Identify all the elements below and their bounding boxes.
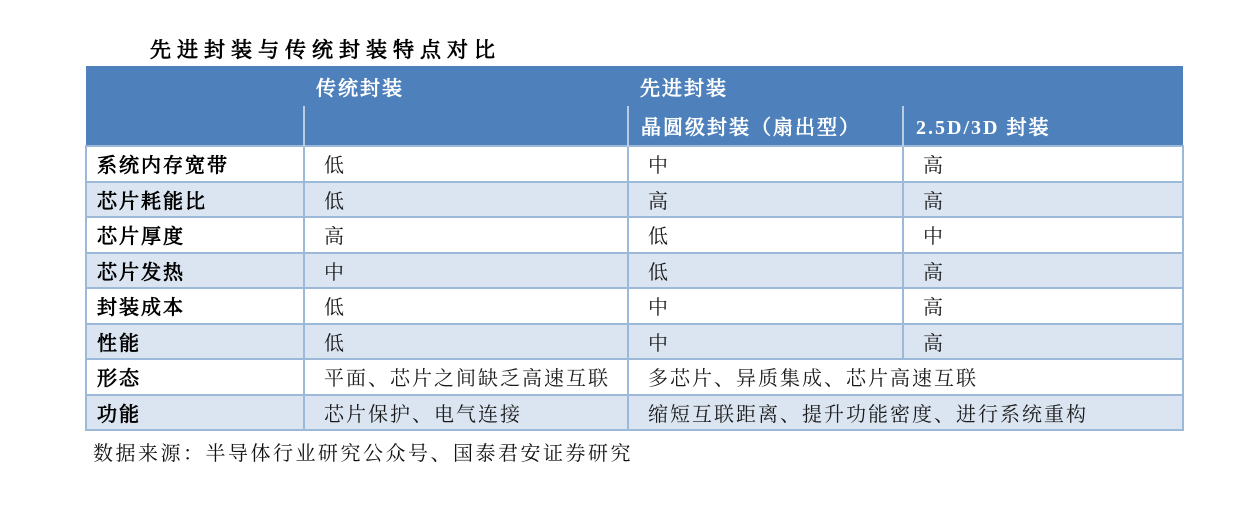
cell-traditional: 中 xyxy=(304,253,628,289)
row-label: 功能 xyxy=(86,395,304,431)
cell-traditional: 低 xyxy=(304,288,628,324)
cell-25d3d: 中 xyxy=(903,217,1183,253)
cell-wafer: 中 xyxy=(628,146,903,182)
row-label: 形态 xyxy=(86,359,304,395)
table-header xyxy=(86,66,1183,146)
cell-25d3d: 高 xyxy=(903,146,1183,182)
table-body xyxy=(86,146,1183,430)
row-label: 封装成本 xyxy=(86,288,304,324)
comparison-table xyxy=(85,66,1184,431)
table-row-chip-thickness xyxy=(86,217,1183,253)
row-label: 芯片厚度 xyxy=(86,217,304,253)
cell-wafer: 中 xyxy=(628,324,903,360)
header-row-subtypes xyxy=(86,106,1183,146)
cell-wafer: 中 xyxy=(628,288,903,324)
cell-traditional: 高 xyxy=(304,217,628,253)
header-advanced: 先进封装 xyxy=(628,66,1183,106)
cell-traditional: 平面、芯片之间缺乏高速互联 xyxy=(304,359,628,395)
cell-wafer: 低 xyxy=(628,253,903,289)
cell-advanced-span: 缩短互联距离、提升功能密度、进行系统重构 xyxy=(628,395,1183,431)
page-title: 先进封装与传统封装特点对比 xyxy=(150,38,501,62)
header-sub-empty-1 xyxy=(86,106,304,146)
table-row-memory-bandwidth xyxy=(86,146,1183,182)
cell-25d3d: 高 xyxy=(903,288,1183,324)
table-row-form xyxy=(86,359,1183,395)
table-row-chip-heat xyxy=(86,253,1183,289)
row-label: 性能 xyxy=(86,324,304,360)
cell-25d3d: 高 xyxy=(903,324,1183,360)
cell-traditional: 芯片保护、电气连接 xyxy=(304,395,628,431)
source-note: 数据来源：半导体行业研究公众号、国泰君安证券研究 xyxy=(93,443,633,465)
row-label: 芯片耗能比 xyxy=(86,182,304,218)
header-sub-empty-2 xyxy=(304,106,628,146)
table-row-power-ratio xyxy=(86,182,1183,218)
table-row-function xyxy=(86,395,1183,431)
cell-advanced-span: 多芯片、异质集成、芯片高速互联 xyxy=(628,359,1183,395)
cell-wafer: 高 xyxy=(628,182,903,218)
row-label: 系统内存宽带 xyxy=(86,146,304,182)
cell-traditional: 低 xyxy=(304,146,628,182)
header-sub-wafer-level: 晶圆级封装（扇出型） xyxy=(628,106,903,146)
header-traditional: 传统封装 xyxy=(304,66,628,106)
header-empty-cell xyxy=(86,66,304,106)
row-label: 芯片发热 xyxy=(86,253,304,289)
header-row-groups xyxy=(86,66,1183,106)
cell-traditional: 低 xyxy=(304,182,628,218)
cell-wafer: 低 xyxy=(628,217,903,253)
cell-traditional: 低 xyxy=(304,324,628,360)
table-row-packaging-cost xyxy=(86,288,1183,324)
header-sub-25d-3d: 2.5D/3D 封装 xyxy=(903,106,1183,146)
cell-25d3d: 高 xyxy=(903,253,1183,289)
table-row-performance xyxy=(86,324,1183,360)
cell-25d3d: 高 xyxy=(903,182,1183,218)
